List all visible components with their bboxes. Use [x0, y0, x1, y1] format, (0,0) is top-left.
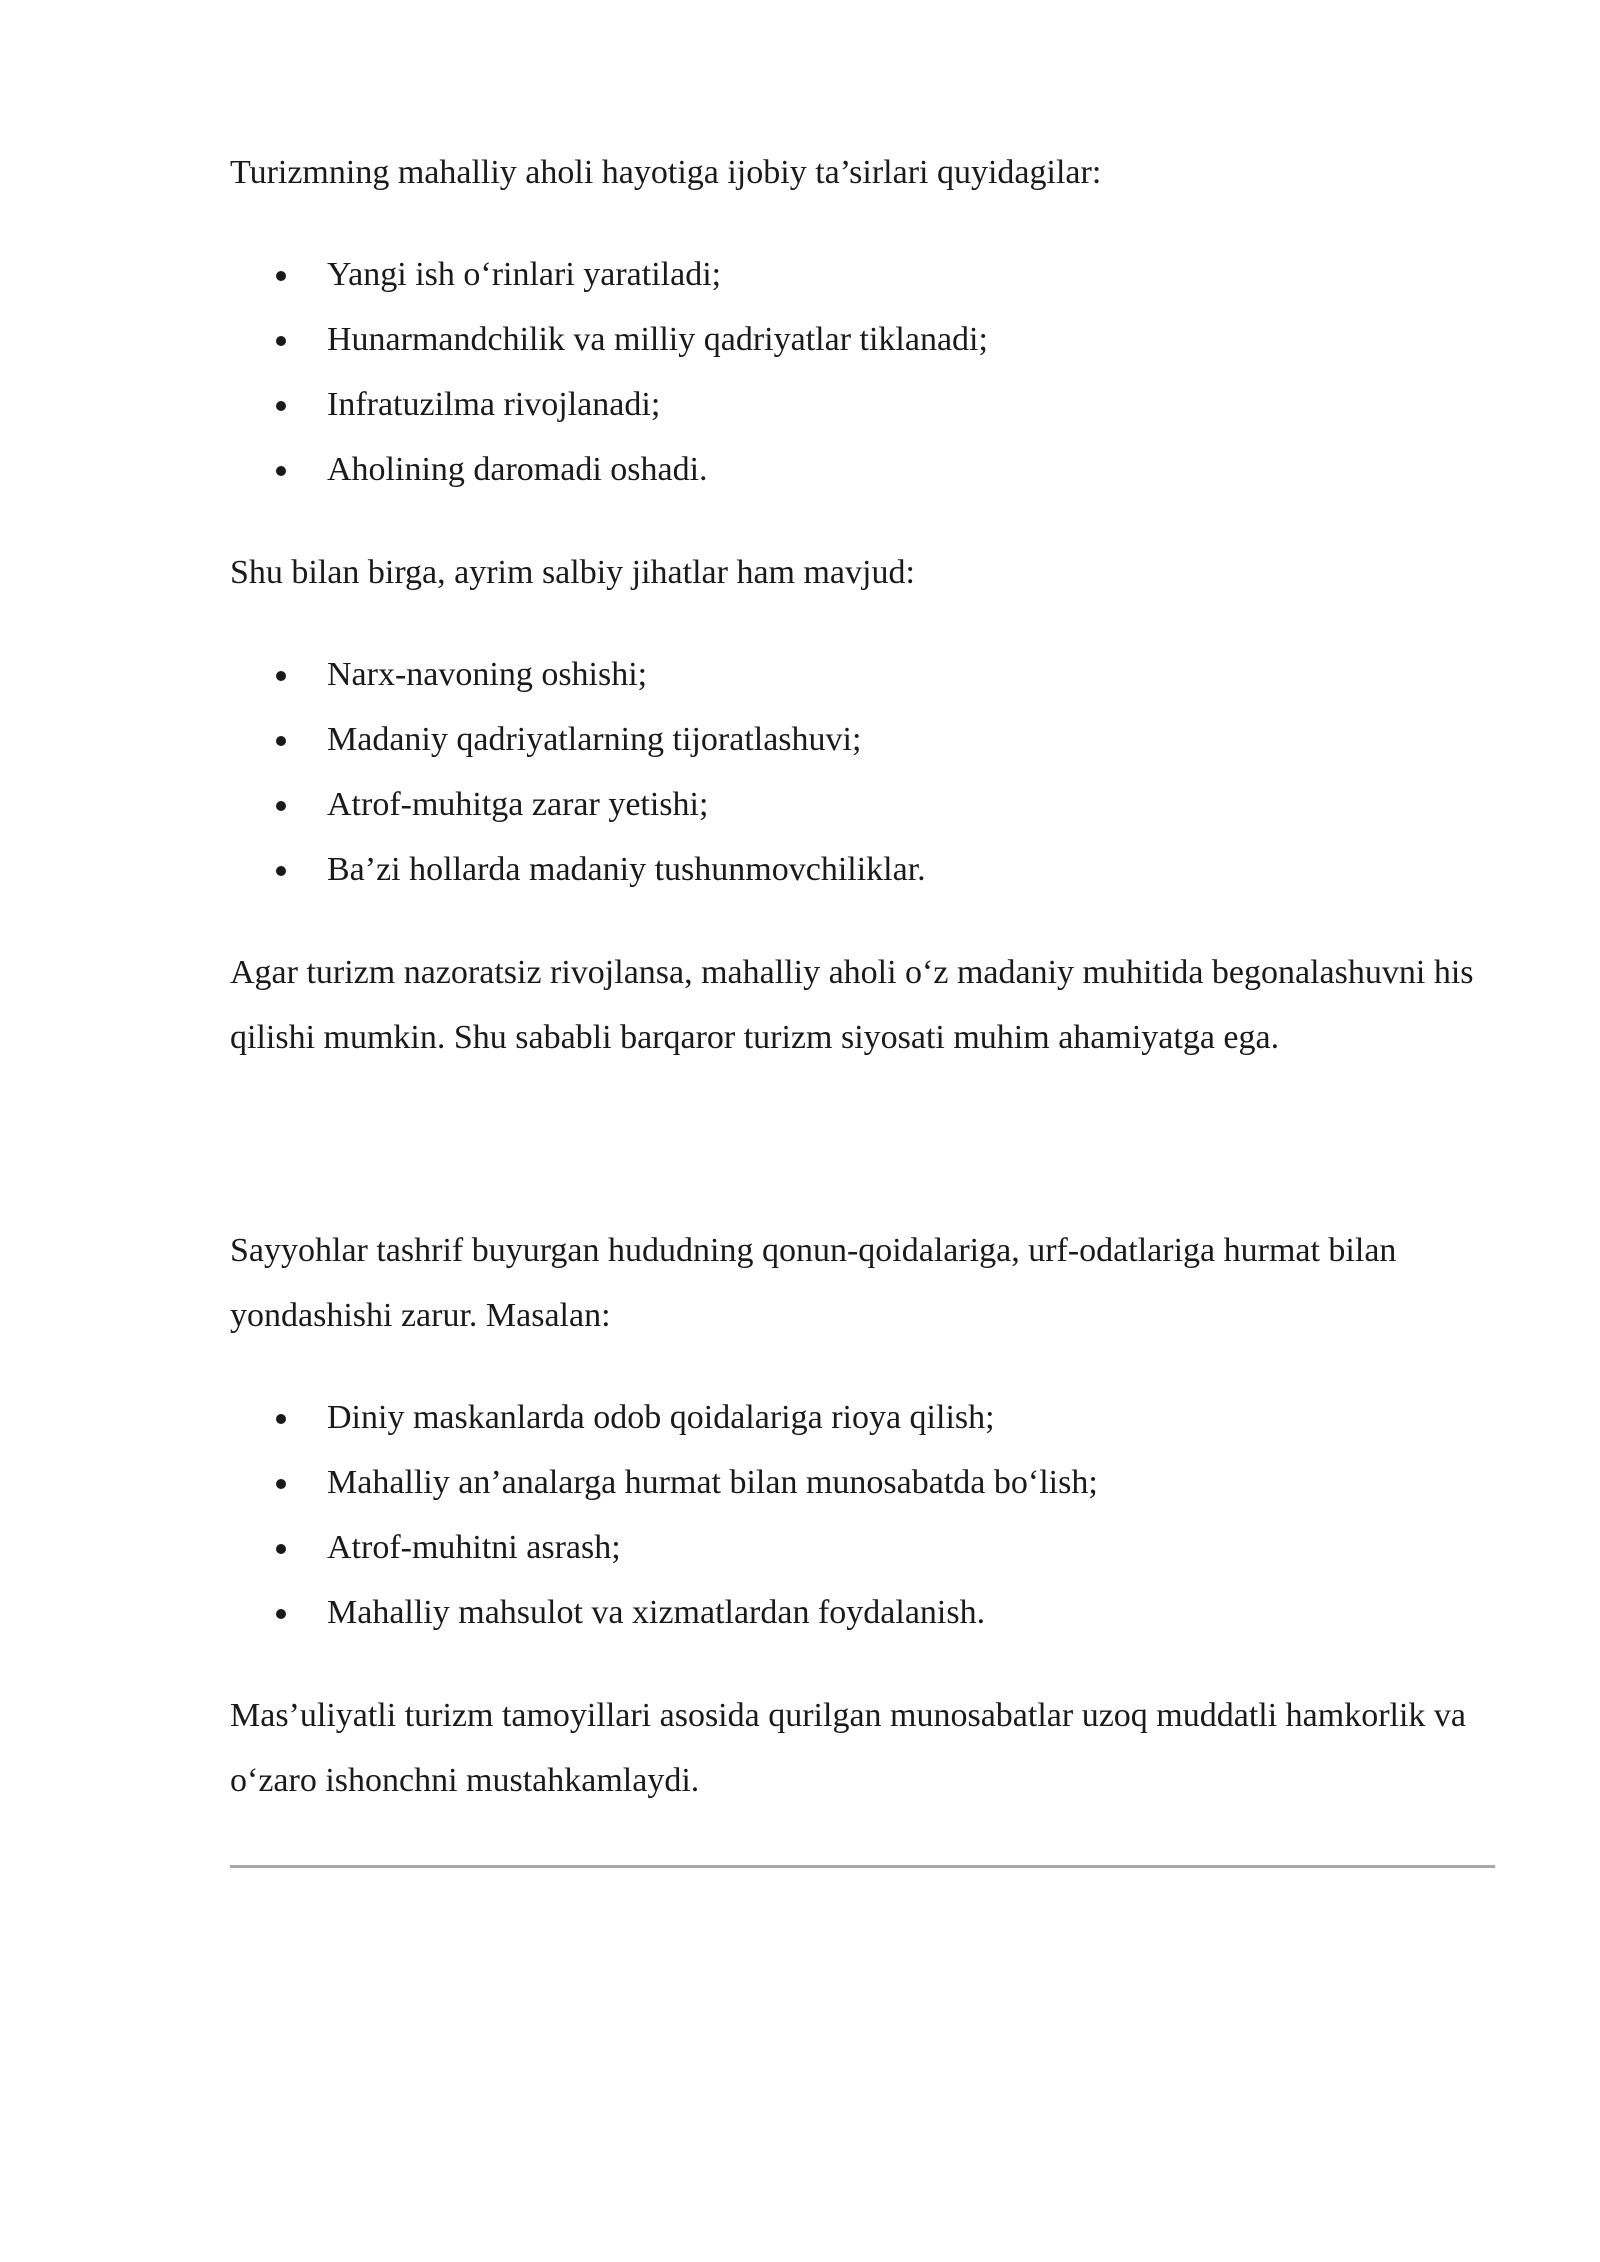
- list-item: [230, 372, 1495, 437]
- list-item-text: Atrof-muhitni asrash;: [327, 1529, 621, 1566]
- list-item: [230, 1450, 1495, 1515]
- list-item-text: Ba’zi hollarda madaniy tushunmovchiliklar.: [327, 851, 926, 888]
- list-item: [230, 1385, 1495, 1450]
- bullet-icon: [276, 801, 286, 811]
- list-item: [230, 707, 1495, 772]
- bullet-icon: [276, 1609, 286, 1619]
- bullet-icon: [276, 1414, 286, 1424]
- list-item-text: Diniy maskanlarda odob qoidalariga rioya qilish;: [327, 1399, 995, 1436]
- list-item: [230, 307, 1495, 372]
- intro-paragraph: Turizmning mahalliy aholi hayotiga ijobiy ta’sirlari quyidagilar:: [230, 154, 1102, 191]
- list-item-text: Mahalliy an’analarga hurmat bilan munosabatda bo‘lish;: [327, 1464, 1098, 1501]
- list-item-text: Aholining daromadi oshadi.: [327, 451, 708, 488]
- conclusion-paragraph: Mas’uliyatli turizm tamoyillari asosida qurilgan munosabatlar uzoq muddatli hamkorlik va o‘zaro ishonchni mustahkamlaydi.: [230, 1697, 1467, 1799]
- list-item-text: Mahalliy mahsulot va xizmatlardan foydalanish.: [327, 1594, 986, 1631]
- list-item-text: Infratuzilma rivojlanadi;: [327, 386, 661, 423]
- list-item-text: Madaniy qadriyatlarning tijoratlashuvi;: [327, 721, 862, 758]
- bullet-icon: [276, 401, 286, 411]
- list-item: [230, 1580, 1495, 1645]
- document-page: [230, 140, 1495, 1868]
- list-item: [230, 242, 1495, 307]
- negative-effects-list: [230, 642, 1495, 902]
- list-item: [230, 772, 1495, 837]
- bullet-icon: [276, 271, 286, 281]
- bullet-icon: [276, 671, 286, 681]
- list-item: [230, 837, 1495, 902]
- examples-list: [230, 1385, 1495, 1645]
- bullet-icon: [276, 1544, 286, 1554]
- negative-intro-paragraph: Shu bilan birga, ayrim salbiy jihatlar ham mavjud:: [230, 554, 915, 591]
- tourists-paragraph: Sayyohlar tashrif buyurgan hududning qonun-qoidalariga, urf-odatlariga hurmat bilan yondashishi zarur. Masalan:: [230, 1232, 1397, 1334]
- list-item: [230, 1515, 1495, 1580]
- bullet-icon: [276, 1479, 286, 1489]
- list-item-text: Atrof-muhitga zarar yetishi;: [327, 786, 709, 823]
- list-item: [230, 642, 1495, 707]
- bullet-icon: [276, 866, 286, 876]
- horizontal-divider: [230, 1865, 1495, 1868]
- list-item: [230, 437, 1495, 502]
- bullet-icon: [276, 466, 286, 476]
- list-item-text: Yangi ish o‘rinlari yaratiladi;: [327, 256, 722, 293]
- warning-paragraph: Agar turizm nazoratsiz rivojlansa, mahalliy aholi o‘z madaniy muhitida begonalashuvni his qilishi mumkin. Shu sababli barqaror turizm siyosati muhim ahamiyatga ega.: [230, 954, 1474, 1056]
- positive-effects-list: [230, 242, 1495, 502]
- bullet-icon: [276, 736, 286, 746]
- bullet-icon: [276, 336, 286, 346]
- list-item-text: Hunarmandchilik va milliy qadriyatlar tiklanadi;: [327, 321, 988, 358]
- list-item-text: Narx-navoning oshishi;: [327, 656, 648, 693]
